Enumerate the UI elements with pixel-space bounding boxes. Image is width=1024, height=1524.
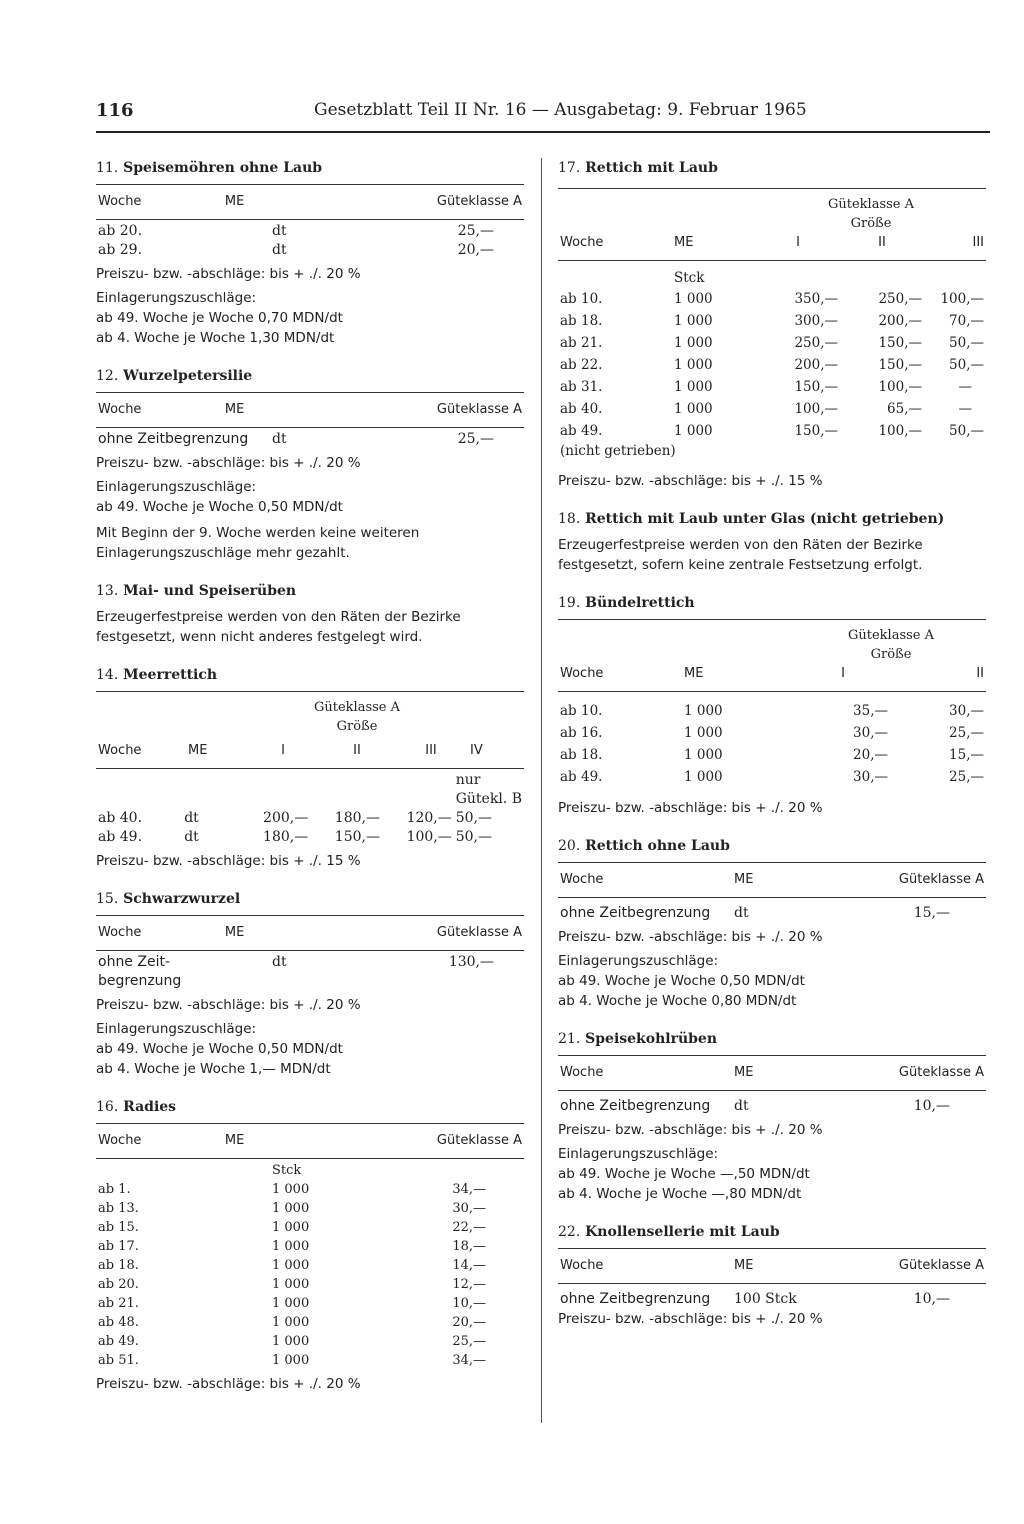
note: Einlagerungszuschläge: [96,290,257,306]
table-row: ab 10. 1 000 350,— 250,— 100,— [560,291,984,307]
section-title: 18. Rettich mit Laub unter Glas (nicht getrieben) [558,511,945,527]
note: Mit Beginn der 9. Woche werden keine weiteren Einlagerungszuschläge mehr gezahlt. [96,525,420,561]
section-text: Erzeugerfestpreise werden von den Räten der Bezirke festgesetzt, wenn nicht anderes festgelegt wird. [96,609,461,645]
note: Preiszu- bzw. -abschläge: bis + ./. 20 % [558,1122,823,1138]
section-title: 22. Knollensellerie mit Laub [558,1224,780,1240]
note: ab 49. Woche je Woche 0,50 MDN/dt [558,973,805,989]
price-table: Woche ME Güteklasse A [98,1133,522,1148]
note: Preiszu- bzw. -abschläge: bis + ./. 15 % [96,853,361,869]
price-table-body [558,900,986,923]
note: Preiszu- bzw. -abschläge: bis + ./. 20 % [558,929,823,945]
note: ab 49. Woche je Woche 0,70 MDN/dt [96,310,343,326]
table-row: ab 21. 1 000 250,— 150,— 50,— [560,335,984,351]
table-row: ohne Zeitbegrenzung dt 15,— [560,905,950,921]
note: Preiszu- bzw. -abschläge: bis + ./. 20 % [96,997,361,1013]
price-table: Woche ME Güteklasse A [98,194,522,209]
table-row: ab 18. 1 000 14,— [98,1258,486,1273]
section-11 [96,160,524,348]
section-title: 21. Speisekohlrüben [558,1031,718,1047]
table-row: ab 18. 1 000 300,— 200,— 70,— [560,313,984,329]
note: ab 4. Woche je Woche 1,30 MDN/dt [96,330,335,346]
section-14 [96,667,524,871]
price-table: Woche ME Güteklasse A [98,925,522,940]
section-19 [558,595,986,818]
section-21 [558,1031,986,1204]
price-table-body [558,1093,986,1116]
price-table: Güteklasse A Größe Woche ME I II [560,628,984,681]
note: Einlagerungszuschläge: [558,953,719,969]
table-row: ab 10. 1 000 35,— 30,— [560,703,984,719]
note: Einlagerungszuschläge: [96,479,257,495]
section-title: 15. Schwarzwurzel [96,891,241,907]
table-row: ab 21. 1 000 10,— [98,1296,486,1311]
header-rule [96,131,990,133]
note: ab 49. Woche je Woche —,50 MDN/dt [558,1166,810,1182]
table-row: ab 49. 1 000 150,— 100,— 50,— [560,423,984,439]
table-row: ab 20. dt 25,— [98,223,494,239]
page-number: 116 [96,100,134,121]
section-title: 19. Bündelrettich [558,595,695,611]
table-row: ab 40. dt 200,— 180,— 120,— 50,— [98,810,492,826]
section-text: Erzeugerfestpreise werden von den Räten der Bezirke festgesetzt, sofern keine zentrale Festsetzung erfolgt. [558,537,923,573]
table-row: ohne Zeit- dt 130,— [98,954,494,970]
note: ab 4. Woche je Woche 0,80 MDN/dt [558,993,797,1009]
table-row: ab 49. dt 180,— 150,— 100,— 50,— [98,829,492,845]
section-18 [558,511,986,575]
price-table: Güteklasse A Größe Woche ME I II III IV [98,700,483,758]
section-title: 17. Rettich mit Laub [558,160,718,176]
table-row: ab 49. 1 000 25,— [98,1334,486,1349]
price-table: Woche ME Güteklasse A [98,402,522,417]
note: ab 4. Woche je Woche 1,— MDN/dt [96,1061,331,1077]
price-table: Woche ME Güteklasse A [560,1258,984,1273]
note: Preiszu- bzw. -abschläge: bis + ./. 15 % [558,473,823,489]
note: Einlagerungszuschläge: [558,1146,719,1162]
price-table-body [558,700,986,788]
price-table-body [96,430,524,449]
price-table-body: Stck ab 10. 1 000 350,— 250,— 100,— ab 18. 1 000 300,— 200,— 70,— ab 21. 1 000 250,— 150,— 50,— ab 22. 1 000 200,— 150,— 50,— ab 31. 1 000 150,— 100,— — ab 40. 1 000 100,— 65,— — ab 49. 1 000 150,— 100,— 50,— (nicht getrieben) [560,270,984,459]
price-table: Woche ME Güteklasse A [560,1065,984,1080]
note: Preiszu- bzw. -abschläge: bis + ./. 20 % [558,800,823,816]
note: Preiszu- bzw. -abschläge: bis + ./. 20 % [96,455,361,471]
table-row: ab 1. 1 000 34,— [98,1182,486,1197]
section-title: 16. Radies [96,1099,177,1115]
price-table-body: Stck ab 1. 1 000 34,— ab 13. 1 000 30,— ab 15. 1 000 22,— ab 17. 1 000 18,— ab 18. 1 000 14,— ab 20. 1 000 12,— ab 21. 1 000 10,— ab 48. 1 000 20,— ab 49. 1 000 25,— ab 51. 1 000 34,— [96,1161,524,1370]
table-row: ab 17. 1 000 18,— [98,1239,486,1254]
table-row: ab 18. 1 000 20,— 15,— [560,747,984,763]
price-table: Woche ME Güteklasse A [560,872,984,887]
section-16 [96,1099,524,1394]
price-table-body: ohne Zeit- dt 130,— begrenzung [96,953,524,991]
price-table-body: nur Gütekl. B ab 40. dt 200,— 180,— 120,— 50,— ab 49. dt 180,— 150,— 100,— 50,— [98,772,522,845]
section-12 [96,368,524,563]
table-row: ab 15. 1 000 22,— [98,1220,486,1235]
section-title: 20. Rettich ohne Laub [558,838,730,854]
table-row: ab 49. 1 000 30,— 25,— [560,769,984,785]
page-title: Gesetzblatt Teil II Nr. 16 — Ausgabetag: 9. Februar 1965 [314,100,807,120]
table-row: ab 29. dt 20,— [98,242,494,258]
price-table-body [558,1286,986,1309]
table-row: ab 51. 1 000 34,— [98,1353,486,1368]
price-table: Güteklasse A Größe Woche ME I II III [560,197,984,250]
note: Preiszu- bzw. -abschläge: bis + ./. 20 % [96,1376,361,1392]
table-row: ab 31. 1 000 150,— 100,— — [560,379,972,395]
section-13 [96,583,524,647]
table-row: ab 40. 1 000 100,— 65,— — [560,401,972,417]
column-divider [541,158,542,1423]
section-title: 11. Speisemöhren ohne Laub [96,160,323,176]
note: ab 49. Woche je Woche 0,50 MDN/dt [96,499,343,515]
price-table-body [96,222,524,260]
note: Einlagerungszuschläge: [96,1021,257,1037]
section-17 [558,160,986,491]
note: ab 49. Woche je Woche 0,50 MDN/dt [96,1041,343,1057]
table-row: ab 48. 1 000 20,— [98,1315,486,1330]
section-22 [558,1224,986,1329]
section-title: 13. Mai- und Speiserüben [96,583,297,599]
section-title: 12. Wurzelpetersilie [96,368,253,384]
note: Preiszu- bzw. -abschläge: bis + ./. 20 % [558,1311,823,1327]
table-row: ohne Zeitbegrenzung 100 Stck 10,— [560,1291,950,1307]
left-column [96,160,524,1394]
table-row: ab 13. 1 000 30,— [98,1201,486,1216]
table-row: ab 22. 1 000 200,— 150,— 50,— [560,357,984,373]
table-row: ohne Zeitbegrenzung dt 25,— [98,431,494,447]
table-row: ab 20. 1 000 12,— [98,1277,486,1292]
table-row: ohne Zeitbegrenzung dt 10,— [560,1098,950,1114]
table-row: ab 16. 1 000 30,— 25,— [560,725,984,741]
note: Preiszu- bzw. -abschläge: bis + ./. 20 % [96,266,361,282]
note: ab 4. Woche je Woche —,80 MDN/dt [558,1186,802,1202]
section-15 [96,891,524,1079]
section-title: 14. Meerrettich [96,667,218,683]
section-20 [558,838,986,1011]
right-column [558,160,986,1329]
page-header [96,100,990,128]
